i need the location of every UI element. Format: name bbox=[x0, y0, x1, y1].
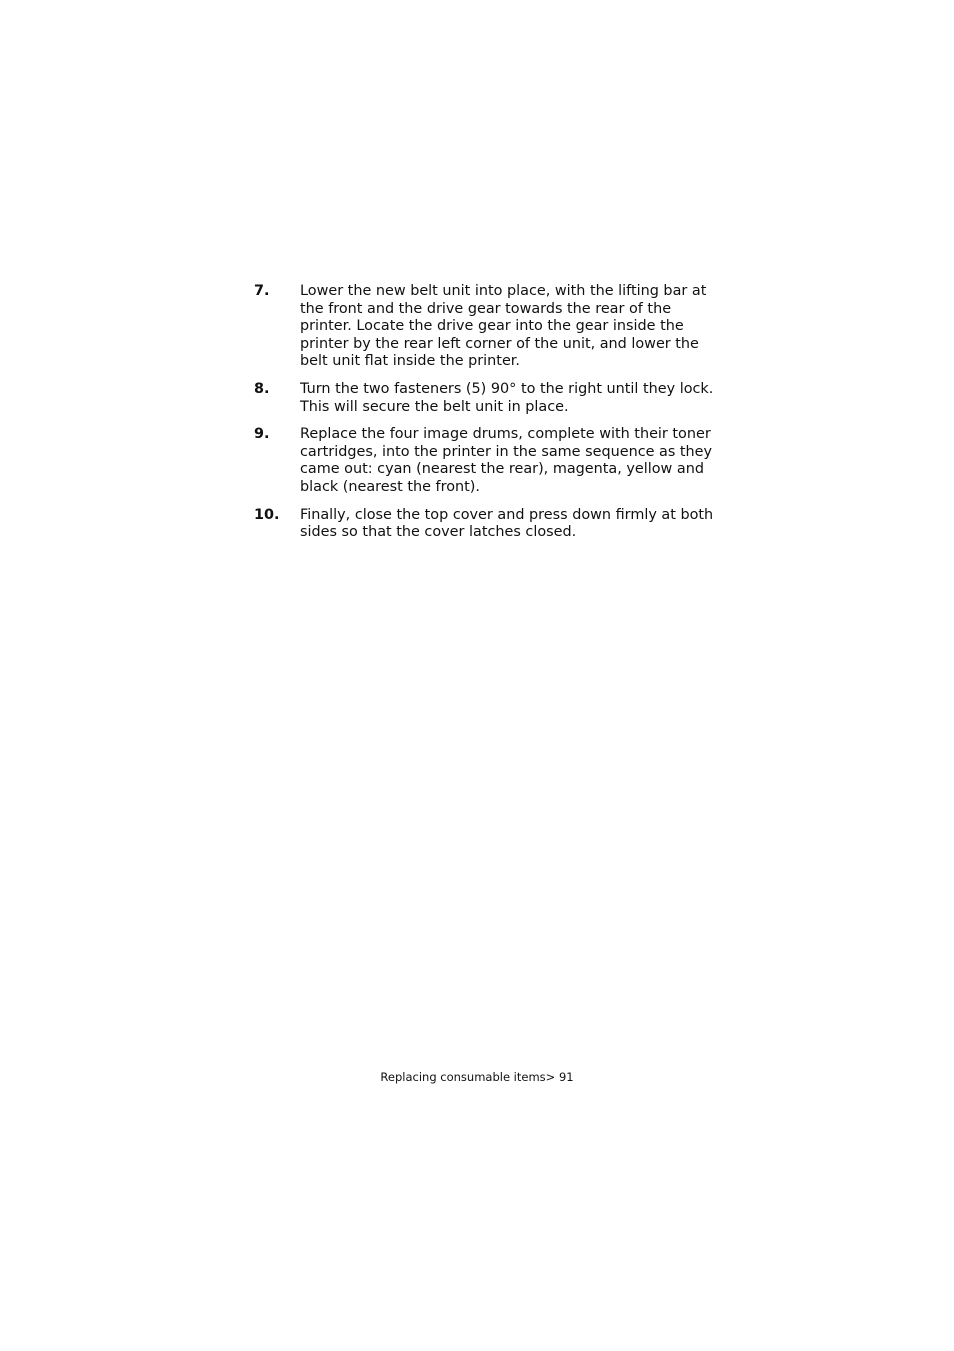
page-footer: Replacing consumable items> 91 bbox=[380, 1070, 574, 1084]
step-item bbox=[254, 426, 724, 496]
step-text: Replace the four image drums, complete with their toner cartridges, into the printer in the same sequence as they came out: cyan (nearest the rear), magenta, yellow and black (nearest the front). bbox=[300, 426, 713, 495]
instruction-steps-list bbox=[254, 283, 724, 552]
step-item bbox=[254, 283, 724, 371]
step-text: Turn the two fasteners (5) 90° to the right until they lock. This will secure the belt unit in place. bbox=[300, 380, 714, 415]
step-item bbox=[254, 381, 724, 416]
step-item bbox=[254, 507, 724, 542]
step-number: 7. bbox=[254, 283, 270, 299]
step-number: 9. bbox=[254, 426, 270, 443]
step-text: Finally, close the top cover and press down firmly at both sides so that the cover latches closed. bbox=[300, 506, 714, 541]
step-number: 8. bbox=[254, 380, 270, 397]
step-number: 10. bbox=[254, 506, 280, 523]
step-text: Lower the new belt unit into place, with the lifting bar at the front and the drive gear towards the rear of the printer. Locate the drive gear into the gear inside the printer by the rear left corner of the unit, and lower the belt unit flat inside the printer. bbox=[300, 283, 707, 370]
